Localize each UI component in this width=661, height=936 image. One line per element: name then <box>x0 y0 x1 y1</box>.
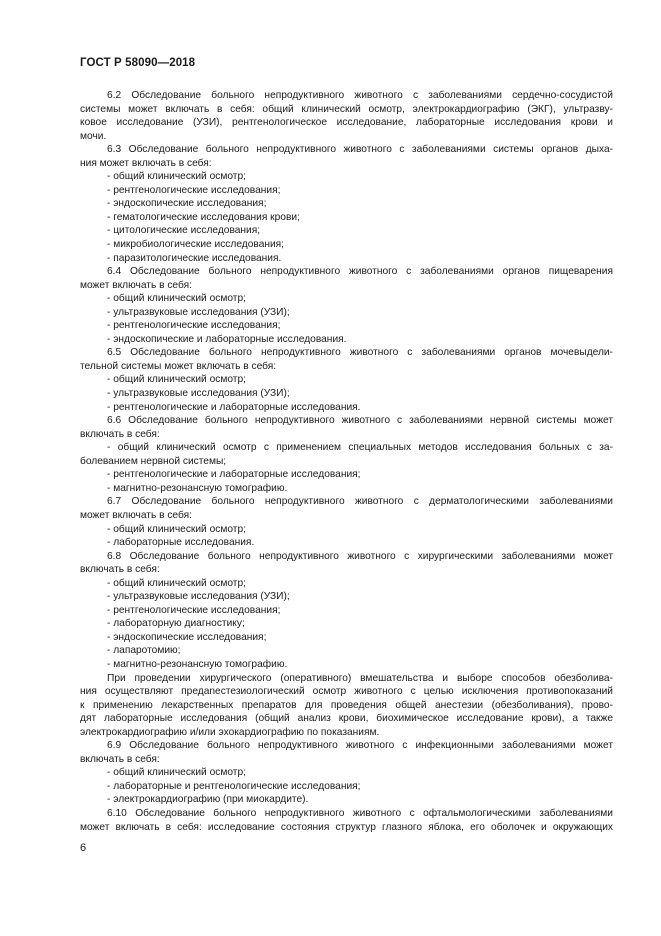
paragraph-6-6-line-2: включать в себя: <box>80 428 160 440</box>
page-number: 6 <box>80 842 87 854</box>
paragraph-6-7-line-2: может включать в себя: <box>80 509 192 521</box>
list-item: - эндоскопические исследования; <box>107 198 267 210</box>
paragraph-6-10-line-2: может включать в себя: исследование состояния структур глазного яблока, его оболочек и окружающих <box>80 821 613 833</box>
list-item: - магнитно-резонансную томографию. <box>107 658 288 670</box>
paragraph-6-6-line-1: 6.6 Обследование больного непродуктивного животного с заболеваниями нервной системы может <box>107 415 613 427</box>
list-item: - рентгенологические исследования; <box>107 184 281 196</box>
list-item: - общий клинический осмотр; <box>107 171 246 183</box>
list-item: - ультразвуковые исследования (УЗИ); <box>107 388 290 400</box>
list-item: - эндоскопические и лабораторные исследования. <box>107 333 347 345</box>
list-item: - паразитологические исследования. <box>107 252 282 264</box>
paragraph-anesthesia-line-2: ния осуществляют предanестезиологический осмотр животного с целью исключения противопоказаний <box>80 686 613 698</box>
paragraph-6-9-line-2: включать в себя: <box>80 753 160 765</box>
list-item: - микробиологические исследования; <box>107 239 285 251</box>
list-item: - общий клинический осмотр; <box>107 293 246 305</box>
list-item: - цитологические исследования; <box>107 225 261 237</box>
list-item: - общий клинический осмотр; <box>107 767 246 779</box>
paragraph-6-10-line-1: 6.10 Обследование больного непродуктивного животного с офтальмологическими заболеваниями <box>107 807 613 819</box>
paragraph-6-4-line-2: может включать в себя: <box>80 279 192 291</box>
paragraph-6-8-line-1: 6.8 Обследование больного непродуктивного животного с хирургическими заболеваниями может <box>107 550 613 562</box>
list-item: - рентгенологические исследования; <box>107 320 281 332</box>
paragraph-6-2-line-2: системы может включать в себя: общий клинический осмотр, электрокардиографию (ЭКГ), ультразву- <box>80 103 613 115</box>
paragraph-anesthesia-line-4: дят лабораторные исследования (общий анализ крови, биохимическое исследование крови), а также <box>80 713 613 725</box>
list-item: - общий клинический осмотр; <box>107 577 246 589</box>
list-item: - общий клинический осмотр с применением специальных методов исследования больных с за- <box>107 442 613 454</box>
paragraph-6-3-line-1: 6.3 Обследование больного непродуктивного животного с заболеваниями системы органов дыха- <box>107 144 613 156</box>
list-item: - магнитно-резонансную томографию. <box>107 482 288 494</box>
list-item: - лапаротомию; <box>107 645 181 657</box>
paragraph-anesthesia-line-5: электрокардиографию и/или эхокардиографию по показаниям. <box>80 726 380 738</box>
list-item: - гематологические исследования крови; <box>107 211 300 223</box>
paragraph-6-7-line-1: 6.7 Обследование больного непродуктивного животного с дерматологическими заболеваниями <box>107 496 613 508</box>
list-item: - рентгенологические и лабораторные исследования; <box>107 469 361 481</box>
paragraph-anesthesia-line-1: При проведении хирургического (оперативного) вмешательства и выборе способов обезболива- <box>107 672 613 684</box>
paragraph-6-2-line-4: мочи. <box>80 130 107 142</box>
paragraph-6-5-line-2: тельной системы может включать в себя: <box>80 360 277 372</box>
list-item: - лабораторные и рентгенологические исследования; <box>107 780 361 792</box>
paragraph-6-5-line-1: 6.5 Обследование больного непродуктивного животного с заболеваниями органов мочевыдели- <box>107 347 613 359</box>
list-item: - эндоскопические исследования; <box>107 631 267 643</box>
paragraph-anesthesia-line-3: к применению лекарственных препаратов для проведения общей анестезии (обезболивания), прово- <box>80 699 613 711</box>
paragraph-6-2-line-1: 6.2 Обследование больного непродуктивного животного с заболеваниями сердечно-сосудистой <box>107 90 613 101</box>
list-item: - лабораторную диагностику; <box>107 618 245 630</box>
paragraph-6-2-line-3: ковое исследование (УЗИ), рентгенологическое исследование, лабораторные исследования крови и <box>80 117 613 129</box>
list-item: - лабораторные исследования. <box>107 537 255 549</box>
list-item: - общий клинический осмотр; <box>107 523 246 535</box>
list-item: - ультразвуковые исследования (УЗИ); <box>107 591 290 603</box>
list-item-continuation: болеванием нервной системы; <box>80 455 227 467</box>
list-item: - рентгенологические исследования; <box>107 604 281 616</box>
document-body <box>80 89 613 834</box>
paragraph-6-4-line-1: 6.4 Обследование больного непродуктивного животного с заболеваниями органов пищеварения <box>107 266 613 278</box>
list-item: - общий клинический осмотр; <box>107 374 246 386</box>
paragraph-6-9-line-1: 6.9 Обследование больного непродуктивного животного с инфекционными заболеваниями может <box>107 740 613 752</box>
list-item: - электрокардиографию (при миокардите). <box>107 794 309 806</box>
list-item: - ультразвуковые исследования (УЗИ); <box>107 306 290 318</box>
list-item: - рентгенологические и лабораторные исследования. <box>107 401 361 413</box>
paragraph-6-3-line-2: ния может включать в себя: <box>80 157 212 169</box>
paragraph-6-8-line-2: включать в себя: <box>80 564 160 576</box>
document-header: ГОСТ Р 58090—2018 <box>80 57 196 69</box>
